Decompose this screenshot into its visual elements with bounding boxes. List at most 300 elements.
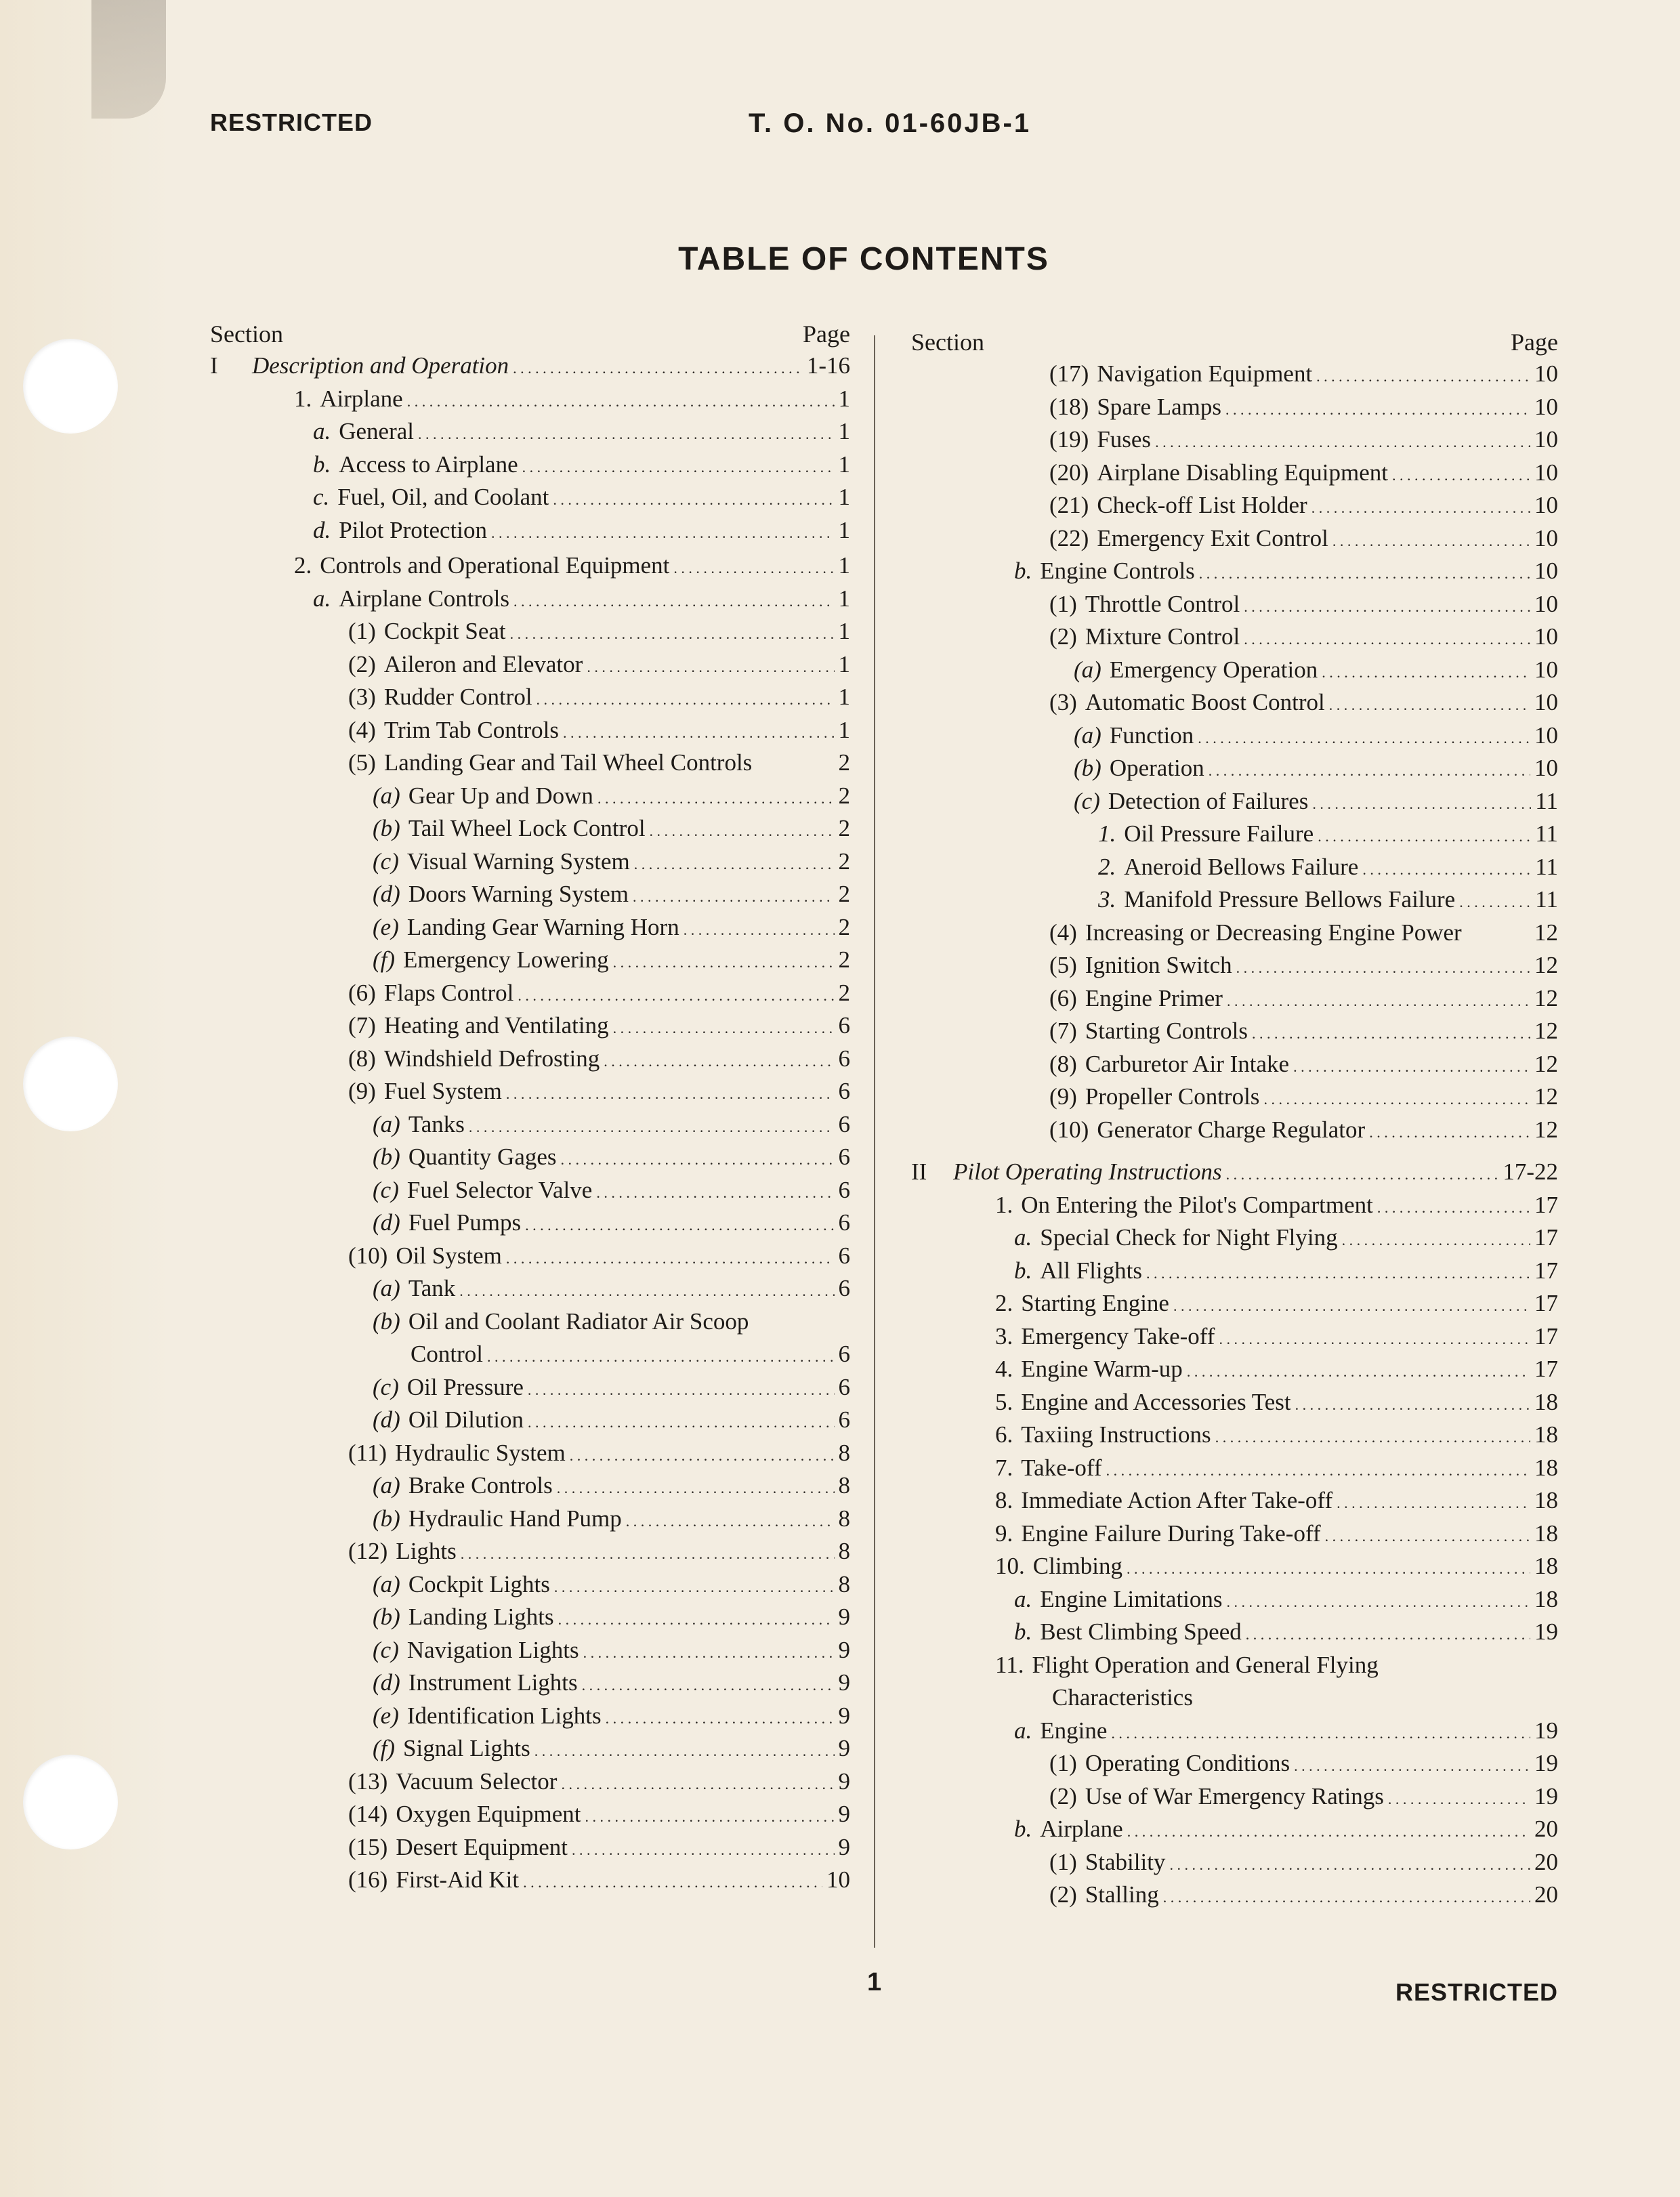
dot-leader <box>461 1535 835 1571</box>
dot-leader <box>597 780 835 816</box>
entry-page: 9 <box>838 1702 850 1729</box>
entry-label: Operation <box>1109 755 1204 781</box>
toc-entry <box>911 785 1558 818</box>
entry-marker: (13) <box>348 1767 388 1795</box>
entry-page: 1 <box>838 716 850 743</box>
entry-label: Airplane Disabling Equipment <box>1097 459 1388 486</box>
dot-leader <box>1127 1813 1530 1849</box>
entry-marker: (1) <box>1049 1750 1077 1776</box>
toc-entry <box>911 358 1558 391</box>
entry-label: Instrument Lights <box>408 1669 578 1696</box>
entry-marker: 6. <box>995 1421 1013 1448</box>
entry-marker: 9. <box>995 1520 1013 1547</box>
entry-marker: 1. <box>294 385 312 412</box>
entry-marker: (9) <box>1049 1083 1077 1110</box>
entry-page: 19 <box>1534 1782 1558 1809</box>
entry-label: Tank <box>408 1275 456 1301</box>
entry-page: 10 <box>1534 459 1558 486</box>
entry-marker: (c) <box>373 848 399 875</box>
entry-marker: 10. <box>995 1553 1025 1579</box>
toc-entry <box>210 1831 850 1864</box>
entry-label: Engine <box>1040 1717 1108 1744</box>
entry-page: 10 <box>1534 623 1558 650</box>
toc-entry <box>210 583 850 616</box>
toc-entry <box>911 1255 1558 1288</box>
entry-page: 10 <box>1534 426 1558 453</box>
toc-entry <box>210 549 850 583</box>
entry-page: 8 <box>838 1439 850 1466</box>
toc-entry <box>210 1469 850 1503</box>
entry-page: 1 <box>838 385 850 412</box>
entry-page: 6 <box>838 1242 850 1269</box>
entry-page: 6 <box>838 1176 850 1203</box>
entry-marker: 5. <box>995 1388 1013 1415</box>
entry-marker: (c) <box>373 1636 399 1663</box>
dot-leader <box>534 1732 835 1768</box>
dot-leader <box>1169 1846 1530 1882</box>
entry-page: 1 <box>838 684 850 710</box>
section-number: II <box>911 1158 927 1185</box>
entry-label: Emergency Take-off <box>1021 1322 1215 1349</box>
toc-entry <box>911 1518 1558 1551</box>
toc-entry <box>911 883 1558 917</box>
section-number: I <box>210 352 218 379</box>
dot-leader <box>563 714 835 750</box>
entry-marker: (b) <box>373 1144 400 1170</box>
page-number: 1 <box>867 1968 882 1996</box>
entry-label: Spare Lamps <box>1097 393 1222 420</box>
entry-page: 20 <box>1534 1881 1558 1908</box>
entry-marker: (18) <box>1049 393 1089 420</box>
toc-entry <box>210 1765 850 1799</box>
entry-page: 2 <box>838 815 850 841</box>
entry-label: Pilot Operating Instructions <box>953 1158 1222 1185</box>
entry-page: 9 <box>838 1636 850 1663</box>
toc-entry <box>911 555 1558 588</box>
entry-marker: (5) <box>348 749 376 776</box>
entry-marker: (a) <box>373 1110 400 1137</box>
entry-page: 1 <box>838 484 850 510</box>
toc-entry <box>210 615 850 648</box>
entry-label: Control <box>411 1341 483 1367</box>
toc-entry <box>210 514 850 547</box>
entry-marker: 2. <box>1098 853 1116 880</box>
entry-marker: (12) <box>348 1538 388 1564</box>
toc-entry <box>911 851 1558 884</box>
dot-leader <box>1187 1353 1530 1389</box>
toc-entry <box>210 1174 850 1207</box>
dot-leader <box>561 1141 835 1177</box>
entry-page: 2 <box>838 979 850 1006</box>
toc-entry <box>911 457 1558 490</box>
toc-entry <box>911 1780 1558 1814</box>
entry-marker: (f) <box>373 1735 396 1761</box>
entry-label: Aileron and Elevator <box>383 650 583 677</box>
entry-page: 6 <box>838 1341 850 1367</box>
toc-entry <box>210 1535 850 1568</box>
dot-leader <box>1342 1221 1530 1257</box>
toc-entry <box>210 1240 850 1273</box>
entry-marker: 2. <box>995 1290 1013 1316</box>
toc-entry <box>210 780 850 813</box>
entry-label: Engine Controls <box>1040 558 1195 584</box>
dot-leader <box>1325 1518 1530 1553</box>
dot-leader <box>582 1667 835 1702</box>
entry-label: Engine Warm-up <box>1021 1356 1183 1382</box>
entry-page: 9 <box>838 1669 850 1696</box>
entry-marker: (7) <box>348 1012 376 1039</box>
entry-page: 19 <box>1534 1750 1558 1776</box>
dot-leader <box>1377 1189 1530 1225</box>
toc-entry <box>911 621 1558 654</box>
toc-entry <box>210 448 850 482</box>
entry-label: Characteristics <box>1052 1684 1193 1711</box>
entry-label: Fuses <box>1097 426 1152 453</box>
entry-marker: (2) <box>1049 623 1077 650</box>
entry-label: Stability <box>1085 1848 1166 1875</box>
dot-leader <box>561 1765 834 1801</box>
entry-label: Flaps Control <box>383 979 514 1006</box>
toc-entry <box>210 1338 850 1371</box>
entry-label: Airplane <box>320 385 403 412</box>
dot-leader <box>1362 851 1531 887</box>
dot-leader <box>613 944 835 980</box>
entry-marker: (b) <box>373 1604 400 1630</box>
dot-leader <box>1337 1484 1530 1520</box>
entry-marker: b. <box>1014 1816 1032 1842</box>
entry-label: Access to Airplane <box>339 451 518 478</box>
entry-label: Tail Wheel Lock Control <box>408 815 646 841</box>
entry-page: 17 <box>1534 1191 1558 1218</box>
column-header <box>911 327 1558 358</box>
entry-label: Oil Pressure Failure <box>1124 820 1314 847</box>
dot-leader <box>684 911 835 947</box>
toc-entry <box>911 1583 1558 1616</box>
entry-label: Emergency Operation <box>1109 656 1318 683</box>
entry-page: 1 <box>838 418 850 444</box>
toc-entry <box>210 1700 850 1733</box>
entry-marker: (7) <box>1049 1018 1077 1044</box>
entry-marker: (1) <box>1049 1848 1077 1875</box>
toc-entry <box>210 1634 850 1667</box>
entry-label: Automatic Boost Control <box>1085 689 1325 715</box>
toc-list-left <box>210 350 850 1897</box>
entry-page: 6 <box>838 1110 850 1137</box>
entry-marker: (5) <box>1049 952 1077 978</box>
entry-page: 2 <box>838 913 850 940</box>
entry-marker: (1) <box>348 618 376 644</box>
entry-page: 6 <box>838 1012 850 1039</box>
entry-marker: b. <box>313 451 331 478</box>
toc-entry <box>210 681 850 714</box>
entry-marker: a. <box>313 585 331 612</box>
entry-label: Oil Dilution <box>408 1406 524 1433</box>
entry-page: 17 <box>1534 1290 1558 1316</box>
entry-marker: (b) <box>1074 755 1101 781</box>
entry-label: Ignition Switch <box>1085 952 1232 978</box>
toc-list-right <box>911 358 1558 1912</box>
entry-marker: (d) <box>373 1406 400 1433</box>
entry-marker: (a) <box>1074 656 1101 683</box>
entry-label: Engine Failure During Take-off <box>1021 1520 1321 1547</box>
entry-page: 9 <box>838 1604 850 1630</box>
dot-leader <box>1329 686 1530 722</box>
entry-page: 2 <box>838 848 850 875</box>
entry-label: Visual Warning System <box>406 848 630 875</box>
entry-page: 9 <box>838 1767 850 1795</box>
entry-marker: b. <box>1014 558 1032 584</box>
entry-marker: (10) <box>1049 1116 1089 1143</box>
entry-page: 18 <box>1534 1454 1558 1481</box>
dot-leader <box>673 549 834 585</box>
entry-page: 18 <box>1534 1487 1558 1513</box>
entry-marker: (b) <box>373 815 400 841</box>
dot-leader <box>407 383 835 419</box>
entry-label: Fuel Pumps <box>408 1209 522 1236</box>
punch-hole <box>23 1037 118 1131</box>
entry-page: 10 <box>1534 721 1558 749</box>
entry-label: Gear Up and Down <box>408 782 593 809</box>
dot-leader <box>1209 752 1530 788</box>
punch-hole <box>23 339 118 434</box>
toc-entry <box>911 1048 1558 1081</box>
toc-entry <box>911 719 1558 753</box>
dot-leader <box>1111 1715 1530 1751</box>
dot-leader <box>528 1371 835 1407</box>
entry-page: 2 <box>838 946 850 973</box>
entry-label: Emergency Exit Control <box>1097 524 1328 551</box>
entry-label: Cockpit Lights <box>408 1570 550 1597</box>
dot-leader <box>1173 1287 1530 1323</box>
entry-label: Controls and Operational Equipment <box>320 552 670 579</box>
entry-label: Tanks <box>408 1110 465 1137</box>
entry-label: Hydraulic System <box>395 1439 566 1466</box>
entry-label: Landing Gear and Tail Wheel Controls <box>383 749 753 776</box>
entry-marker: (14) <box>348 1801 388 1827</box>
entry-label: On Entering the Pilot's Compartment <box>1021 1191 1373 1218</box>
entry-marker: (a) <box>1074 721 1101 749</box>
toc-entry <box>911 1747 1558 1780</box>
toc-entry <box>210 1601 850 1634</box>
entry-marker: (8) <box>348 1045 376 1072</box>
dot-leader <box>469 1108 835 1144</box>
entry-page: 11 <box>1535 820 1558 847</box>
entry-page: 9 <box>838 1833 850 1860</box>
entry-marker: (d) <box>373 1209 400 1236</box>
entry-page: 11 <box>1535 886 1558 913</box>
dot-leader <box>604 1043 834 1079</box>
entry-label: Use of War Emergency Ratings <box>1085 1782 1384 1809</box>
entry-marker: 1. <box>1098 820 1116 847</box>
dot-leader <box>1244 621 1530 656</box>
entry-label: Cockpit Seat <box>383 618 506 644</box>
entry-page: 1 <box>838 618 850 644</box>
dot-leader <box>634 845 835 881</box>
dot-leader <box>572 1831 835 1867</box>
entry-label: Operating Conditions <box>1085 1750 1290 1776</box>
toc-entry <box>911 1484 1558 1518</box>
entry-page: 1 <box>838 585 850 612</box>
toc-column-left <box>210 318 850 1897</box>
entry-marker: (b) <box>373 1505 400 1532</box>
entry-label: Signal Lights <box>403 1735 530 1761</box>
dot-leader <box>510 615 835 651</box>
toc-entry <box>911 1221 1558 1255</box>
entry-page: 2 <box>838 749 850 776</box>
toc-entry <box>210 350 850 383</box>
toc-entry <box>210 1009 850 1043</box>
entry-marker: (a) <box>373 1472 400 1499</box>
entry-label: Increasing or Decreasing Engine Power <box>1085 919 1462 946</box>
header-to-number: T. O. No. 01-60JB-1 <box>749 108 1032 138</box>
toc-entry <box>911 423 1558 457</box>
entry-page: 1 <box>838 650 850 677</box>
toc-entry <box>210 1798 850 1831</box>
entry-label: Landing Lights <box>408 1604 554 1630</box>
entry-page: 10 <box>1534 689 1558 715</box>
entry-marker: (2) <box>1049 1782 1077 1809</box>
dot-leader <box>1198 719 1530 755</box>
entry-page: 2 <box>838 782 850 809</box>
entry-label: Taxiing Instructions <box>1021 1421 1211 1448</box>
section-label: Section <box>911 329 984 356</box>
entry-label: Navigation Lights <box>406 1636 579 1663</box>
dot-leader <box>1215 1419 1530 1455</box>
entry-marker: (2) <box>1049 1881 1077 1908</box>
entry-label: Fuel Selector Valve <box>406 1176 593 1203</box>
dot-leader <box>518 977 834 1013</box>
toc-entry <box>911 1846 1558 1879</box>
entry-label: Generator Charge Regulator <box>1097 1116 1366 1143</box>
entry-page: 8 <box>838 1570 850 1597</box>
corner-stain <box>91 0 166 119</box>
dot-leader <box>1312 785 1531 821</box>
entry-page: 6 <box>838 1373 850 1400</box>
entry-label: Brake Controls <box>408 1472 553 1499</box>
entry-marker: (d) <box>373 881 400 907</box>
toc-entry <box>911 522 1558 556</box>
entry-page: 17-22 <box>1503 1158 1558 1185</box>
entry-marker: (11) <box>348 1439 387 1466</box>
entry-page: 12 <box>1534 984 1558 1011</box>
entry-page: 19 <box>1534 1717 1558 1744</box>
entry-marker: (3) <box>348 684 376 710</box>
entry-label: Hydraulic Hand Pump <box>408 1505 622 1532</box>
entry-page: 12 <box>1534 1050 1558 1077</box>
dot-leader <box>1219 1320 1530 1356</box>
entry-marker: (c) <box>1074 787 1100 814</box>
entry-marker: (16) <box>348 1866 388 1893</box>
dot-leader <box>1294 1747 1530 1783</box>
entry-marker: a. <box>313 418 331 444</box>
toc-entry <box>911 1156 1558 1189</box>
entry-page: 6 <box>838 1275 850 1301</box>
footer-classification: RESTRICTED <box>1395 1978 1558 2006</box>
entry-page: 10 <box>1534 558 1558 584</box>
toc-entry <box>210 1503 850 1536</box>
entry-page: 18 <box>1534 1553 1558 1579</box>
entry-marker: (22) <box>1049 524 1089 551</box>
entry-marker: (e) <box>373 913 399 940</box>
entry-page: 1-16 <box>806 352 850 379</box>
entry-label: Windshield Defrosting <box>383 1045 600 1072</box>
toc-entry <box>911 982 1558 1016</box>
entry-label: Aneroid Bellows Failure <box>1124 853 1359 880</box>
entry-label: Oxygen Equipment <box>396 1801 581 1827</box>
entry-marker: (9) <box>348 1078 376 1104</box>
dot-leader <box>613 1009 835 1045</box>
dot-leader <box>1163 1879 1530 1914</box>
entry-marker: d. <box>313 516 331 543</box>
toc-entry <box>911 1616 1558 1649</box>
entry-marker: (19) <box>1049 426 1089 453</box>
dot-leader <box>587 648 834 684</box>
entry-page: 6 <box>838 1144 850 1170</box>
entry-page: 18 <box>1534 1388 1558 1415</box>
toc-entry <box>911 391 1558 424</box>
entry-page: 17 <box>1534 1356 1558 1382</box>
entry-label: Starting Engine <box>1021 1290 1169 1316</box>
entry-label: Landing Gear Warning Horn <box>406 913 679 940</box>
entry-marker: (a) <box>373 1275 400 1301</box>
toc-entry <box>911 686 1558 719</box>
entry-page: 12 <box>1534 1116 1558 1143</box>
entry-page: 18 <box>1534 1585 1558 1612</box>
entry-label: Carburetor Air Intake <box>1085 1050 1290 1077</box>
entry-label: Engine and Accessories Test <box>1021 1388 1291 1415</box>
entry-label: Heating and Ventilating <box>383 1012 609 1039</box>
entry-page: 12 <box>1534 1083 1558 1110</box>
dot-leader <box>557 1469 835 1505</box>
entry-page: 17 <box>1534 1257 1558 1284</box>
dot-leader <box>583 1634 835 1670</box>
entry-label: Fuel, Oil, and Coolant <box>337 484 549 510</box>
dot-leader <box>558 1601 835 1637</box>
entry-marker: (17) <box>1049 360 1089 387</box>
entry-label: Special Check for Night Flying <box>1040 1224 1338 1251</box>
toc-entry <box>911 489 1558 522</box>
toc-entry <box>210 845 850 879</box>
entry-label: Immediate Action After Take-off <box>1021 1487 1333 1513</box>
entry-label: Emergency Lowering <box>403 946 609 973</box>
entry-page: 1 <box>838 552 850 579</box>
entry-marker: (c) <box>373 1176 399 1203</box>
entry-label: Function <box>1109 721 1194 749</box>
dot-leader <box>537 681 835 717</box>
page-title: TABLE OF CONTENTS <box>678 241 1049 277</box>
toc-entry <box>911 1715 1558 1748</box>
dot-leader <box>1246 1616 1530 1652</box>
toc-entry <box>911 1649 1558 1682</box>
toc-entry <box>911 818 1558 851</box>
entry-page: 20 <box>1534 1848 1558 1875</box>
dot-leader <box>528 1404 835 1440</box>
toc-entry <box>911 1419 1558 1452</box>
entry-label: Desert Equipment <box>396 1833 568 1860</box>
dot-leader <box>418 415 834 451</box>
dot-leader <box>1388 1780 1530 1816</box>
toc-entry <box>911 1353 1558 1386</box>
toc-entry <box>210 481 850 514</box>
dot-leader <box>650 812 835 848</box>
dot-leader <box>1226 1156 1499 1192</box>
toc-entry <box>911 1320 1558 1354</box>
entry-page: 10 <box>1534 656 1558 683</box>
entry-marker: 2. <box>294 552 312 579</box>
entry-label: Flight Operation and General Flying <box>1032 1651 1379 1678</box>
column-divider <box>874 335 875 1948</box>
dot-leader <box>506 1240 835 1276</box>
